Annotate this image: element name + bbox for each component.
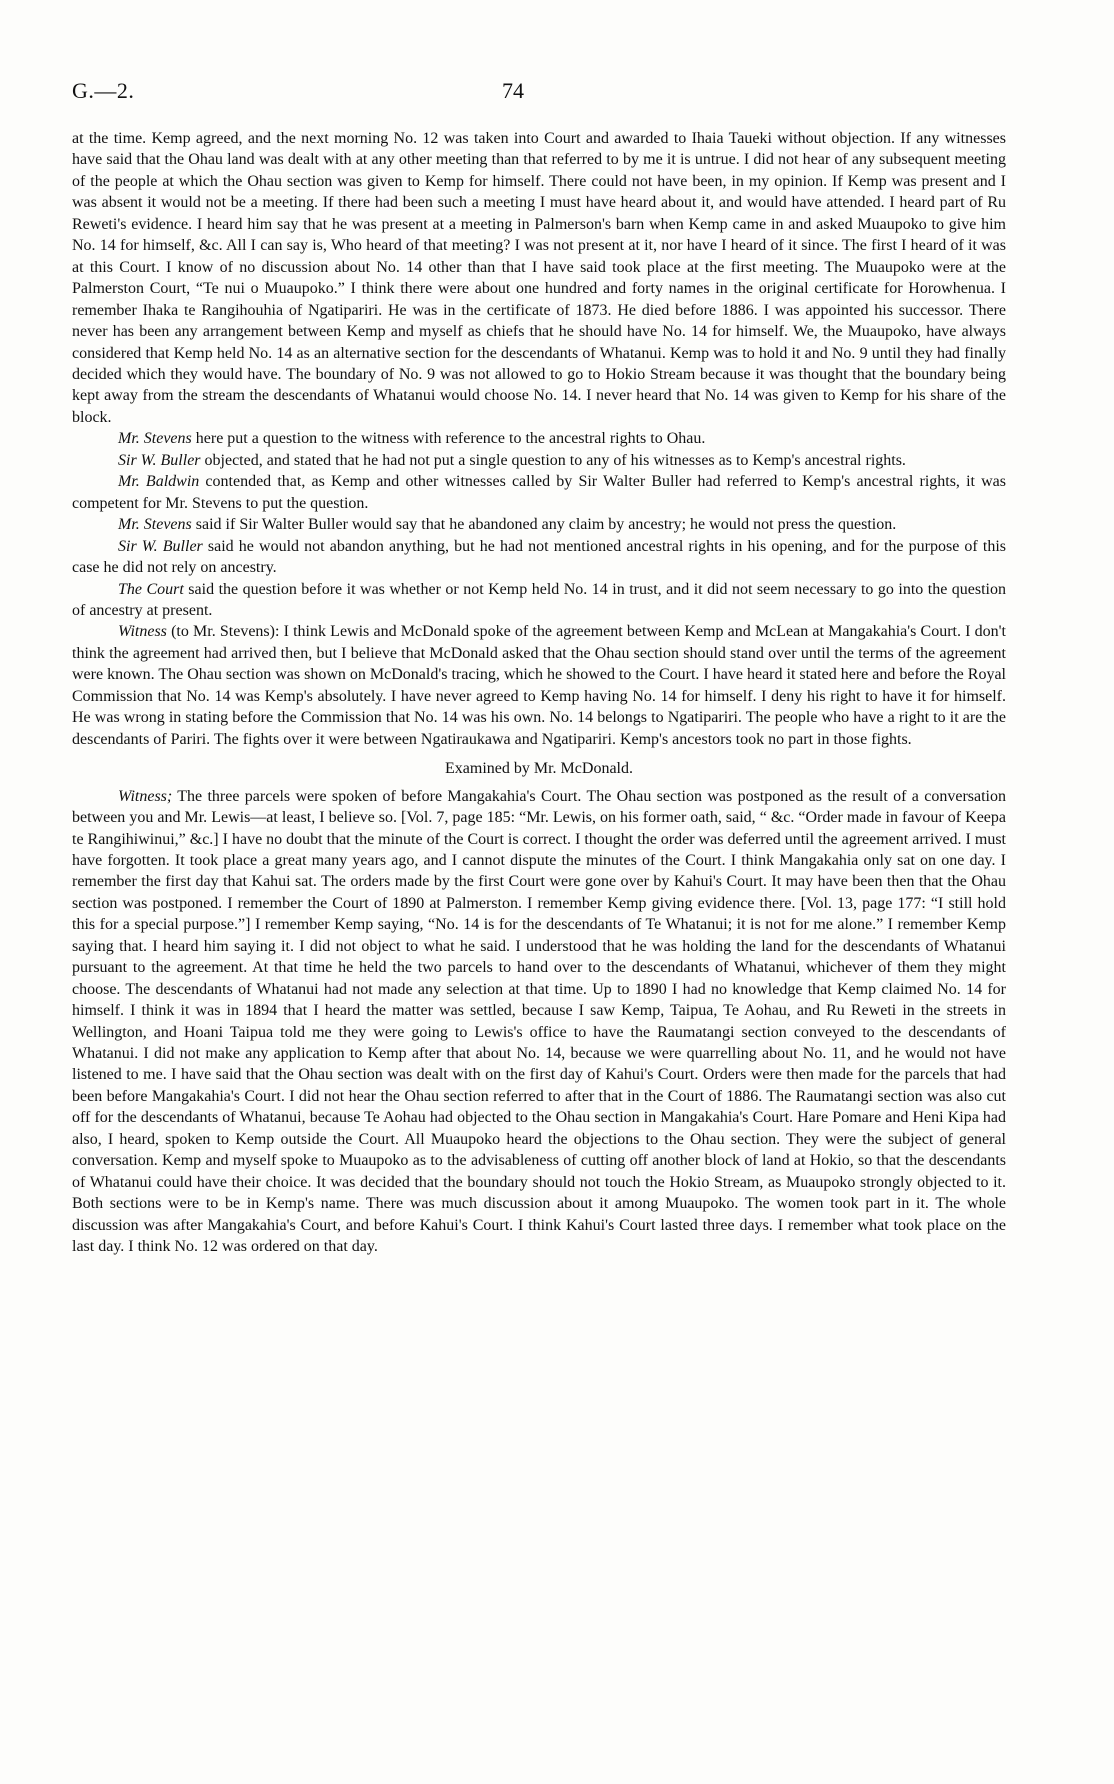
paragraph-text: The three parcels were spoken of before Mangakahia's Court. The Ohau section was postponed as the result of a conversation between you and Mr. Lewis—at least, I believe so. [Vol. 7, page 185: “Mr. Lewis, on his former oath, said, “ &c. “Order made in favour of Keepa te Rangihiwinui,” &c.] I have no doubt that the minute of the Court is correct. I thought the order was deferred until the agreement arrived. I must have forgotten. It took place a great many years ago, and I cannot dispute the minutes of the Court. I think Mangakahia only sat on one day. I remember the first day that Kahui sat. The orders made by the first Court were gone over by Kahui's Court. It may have been then that the Ohau section was postponed. I remember the Court of 1890 at Palmerston. I remember Kemp giving evidence there. [Vol. 13, page 177: “I still hold this for a special purpose.”] I remember Kemp saying, “No. 14 is for the descendants of Te Whatanui; it is not for me alone.” I remember Kemp saying that. I heard him saying it. I did not object to what he said. I understood that he was holding the land for the descendants of Whatanui pursuant to the agreement. At that time he held the two parcels to hand over to the descendants of Whatanui, whichever of them they might choose. The descendants of Whatanui had not made any selection at that time. Up to 1890 I had no knowledge that Kemp claimed No. 14 for himself. I think it was in 1894 that I heard the matter was settled, because I saw Kemp, Taipua, Te Aohau, and Ru Reweti in the streets in Wellington, and Hoani Taipua told me they were going to Lewis's office to have the Raumatangi section conveyed to the descendants of Whatanui. I did not make any application to Kemp after that about No. 14, because we were quarrelling about No. 11, and he would not have listened to me. I have said that the Ohau section was dealt with on the first day of Kahui's Court. Orders were then made for the parcels that had been before Mangakahia's Court. I did not hear the Ohau section referred to after that in the Court of 1886. The Raumatangi section was also cut off for the descendants of Whatanui, because Te Aohau had objected to the Ohau section in Mangakahia's Court. Hare Pomare and Heni Kipa had also, I heard, spoken to Kemp outside the Court. All Muaupoko heard the objections to the Ohau section. They were the subject of general conversation. Kemp and myself spoke to Muaupoko as to the advisableness of cutting off another block of land at Hokio, so that the descendants of Whatanui could have their choice. It was decided that the boundary should not touch the Hokio Stream, as Muaupoko strongly objected to it. Both sections were to be in Kemp's name. There was much discussion about it among Muaupoko. The women took part in it. The whole discussion was after Mangakahia's Court, and before Kahui's Court. I think Kahui's Court lasted three days. I remember what took place on the last day. I think No. 12 was ordered on that day. bbox=[72, 787, 1006, 1256]
paragraph-6 bbox=[72, 536, 1006, 579]
speaker-name: Mr. Stevens bbox=[118, 516, 192, 534]
paragraph-7 bbox=[72, 579, 1006, 622]
paragraph-5 bbox=[72, 514, 1006, 535]
paragraph-text: contended that, as Kemp and other witnesses called by Sir Walter Buller had referred to Kemp's ancestral rights, it was competent for Mr. Stevens to put the question. bbox=[72, 473, 1007, 512]
paragraph-3 bbox=[72, 450, 1006, 471]
document-body bbox=[72, 128, 1006, 1258]
paragraph-text: objected, and stated that he had not put a single question to any of his witnesses as to Kemp's ancestral rights. bbox=[200, 451, 906, 469]
speaker-name: Sir W. Buller bbox=[118, 451, 201, 469]
paragraph-text: (to Mr. Stevens): I think Lewis and McDonald spoke of the agreement between Kemp and McLean at Mangakahia's Court. I don't think the agreement had arrived then, but I believe that McDonald asked that the Ohau section should stand over until the terms of the agreement were known. The Ohau section was shown on McDonald's tracing, which he showed to the Court. I have heard it stated here and before the Royal Commission that No. 14 was Kemp's absolutely. I have never agreed to Kemp having No. 14 for himself. I deny his right to have it for himself. He was wrong in stating before the Commission that No. 14 was his own. No. 14 belongs to Ngatipariri. The people who have a right to it are the descendants of Pariri. The fights over it were between Ngatiraukawa and Ngatipariri. Kemp's ancestors took no part in those fights. bbox=[72, 623, 1006, 748]
paragraph-8 bbox=[72, 621, 1006, 750]
section-heading: Examined by Mr. McDonald. bbox=[445, 760, 633, 778]
paragraph-2 bbox=[72, 428, 1006, 449]
paragraph-text: here put a question to the witness with reference to the ancestral rights to Ohau. bbox=[191, 430, 706, 448]
speaker-name: Witness; bbox=[118, 787, 173, 805]
paragraph-text: said he would not abandon anything, but he had not mentioned ancestral rights in his opening, and for the purpose of this case he did not rely on ancestry. bbox=[72, 537, 1007, 577]
speaker-name: Witness bbox=[118, 623, 167, 641]
paragraph-text: at the time. Kemp agreed, and the next morning No. 12 was taken into Court and awarded to Ihaia Taueki without objection. If any witnesses have said that the Ohau land was dealt with at any other meeting than that referred to by me it is untrue. I did not hear of any subsequent meeting of the people at which the Ohau section was given to Kemp for himself. There could not have been, in my opinion. If Kemp was present and I was absent it would not be a meeting. If there had been such a meeting I must have heard about it, and would have attended. I heard part of Ru Reweti's evidence. I heard him say that he was present at a meeting in Palmerson's barn when Kemp came in and asked Muaupoko to give him No. 14 for himself, &c. All I can say is, Who heard of that meeting? I was not present at it, nor have I heard of it since. The first I heard of it was at this Court. I know of no discussion about No. 14 other than that I have said took place at the first meeting. The Muaupoko were at the Palmerston Court, “Te nui o Muaupoko.” I think there were about one hundred and forty names in the original certificate for Horowhenua. I remember Ihaka te Rangihouhia of Ngatipariri. He was in the certificate of 1873. He died before 1886. I was appointed his successor. There never has been any arrangement between Kemp and myself as chiefs that he should have No. 14 for himself. We, the Muaupoko, have always considered that Kemp held No. 14 as an alternative section for the descendants of Whatanui. Kemp was to hold it and No. 9 until they had finally decided which they would have. The boundary of No. 9 was not allowed to go to Hokio Stream because it was thought that the boundary being kept away from the stream the descendants of Whatanui would choose No. 14. I never heard that No. 14 was given to Kemp for his share of the block. bbox=[72, 130, 1006, 426]
speaker-name: Mr. Stevens bbox=[118, 430, 192, 448]
page-number: 74 bbox=[502, 78, 524, 103]
speaker-name: Mr. Baldwin bbox=[118, 473, 200, 491]
paragraph-4 bbox=[72, 471, 1006, 514]
speaker-name: Sir W. Buller bbox=[118, 537, 203, 555]
paragraph-final bbox=[72, 786, 1006, 1258]
speaker-name: The Court bbox=[118, 580, 184, 598]
page-header bbox=[72, 78, 1008, 114]
paragraph-1 bbox=[72, 128, 1006, 428]
paragraph-text: said if Sir Walter Buller would say that he abandoned any claim by ancestry; he would not press the question. bbox=[191, 516, 897, 534]
paragraph-text: said the question before it was whether or not Kemp held No. 14 in trust, and it did not seem necessary to go into the question of ancestry at present. bbox=[72, 580, 1006, 619]
document-code: G.—2. bbox=[72, 78, 135, 103]
